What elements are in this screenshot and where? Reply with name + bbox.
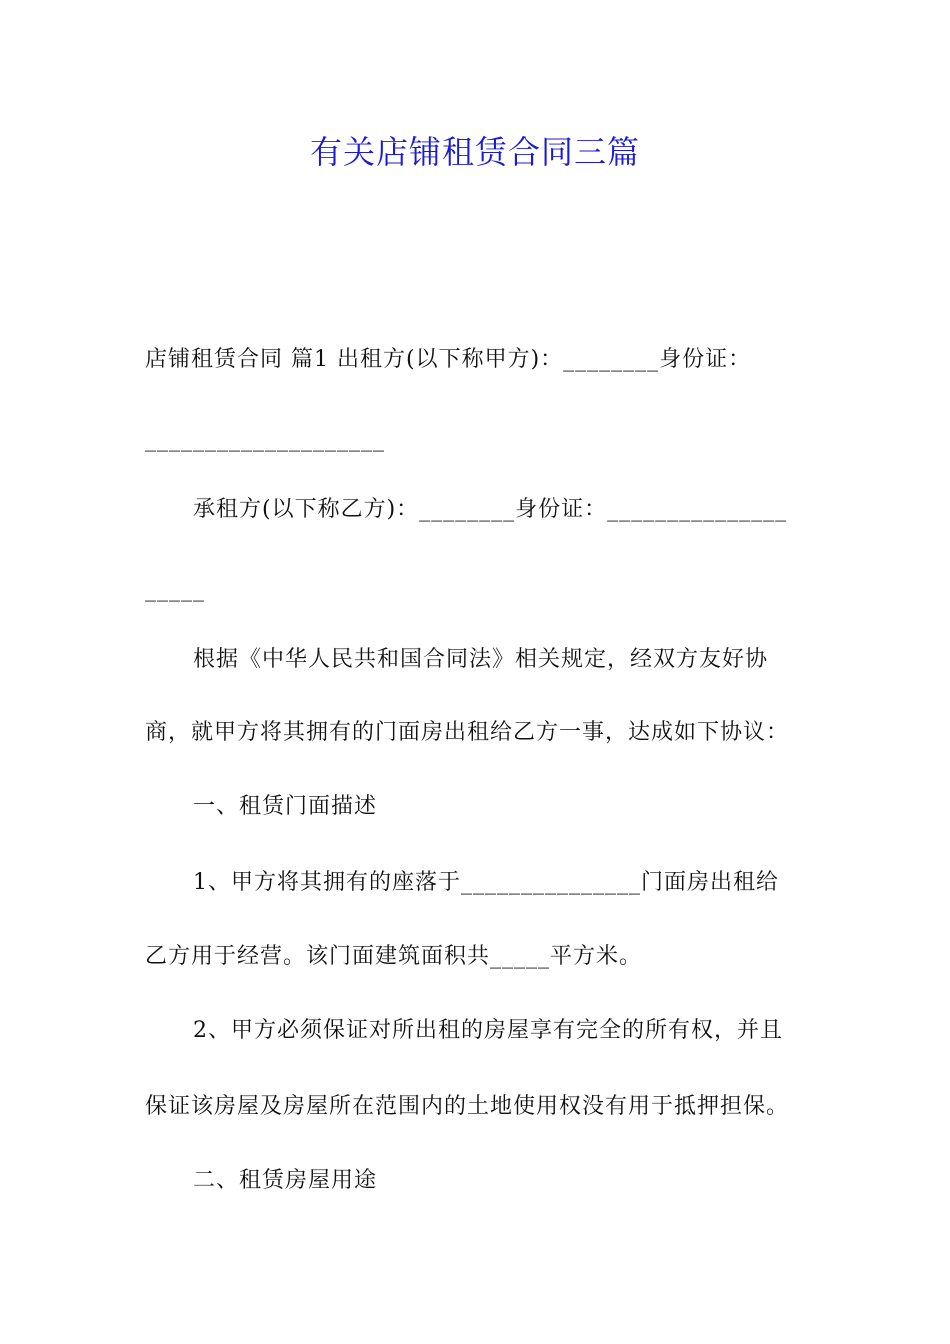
section-heading: 二、租赁房屋用途 bbox=[193, 1168, 378, 1193]
paragraph-line: 2、甲方必须保证对所出租的房屋享有完全的所有权，并且 bbox=[193, 1018, 783, 1043]
paragraph-line: 1、甲方将其拥有的座落于_______________门面房出租给 bbox=[193, 870, 779, 895]
paragraph-line: 乙方用于经营。该门面建筑面积共_____平方米。 bbox=[145, 944, 643, 969]
paragraph-line: 商，就甲方将其拥有的门面房出租给乙方一事，达成如下协议： bbox=[145, 720, 790, 745]
paragraph-line: ____________________ bbox=[145, 427, 385, 452]
paragraph-line: 承租方(以下称乙方)：________身份证：_______________ bbox=[193, 497, 788, 522]
section-heading: 一、租赁门面描述 bbox=[193, 794, 378, 819]
paragraph-line: 店铺租赁合同 篇1 出租方(以下称甲方)：________身份证： bbox=[145, 347, 752, 372]
document-title: 有关店铺租赁合同三篇 bbox=[309, 133, 640, 171]
paragraph-line: 保证该房屋及房屋所在范围内的土地使用权没有用于抵押担保。 bbox=[145, 1094, 790, 1119]
paragraph-line: _____ bbox=[145, 577, 205, 602]
paragraph-line: 根据《中华人民共和国合同法》相关规定，经双方友好协 bbox=[193, 647, 769, 672]
